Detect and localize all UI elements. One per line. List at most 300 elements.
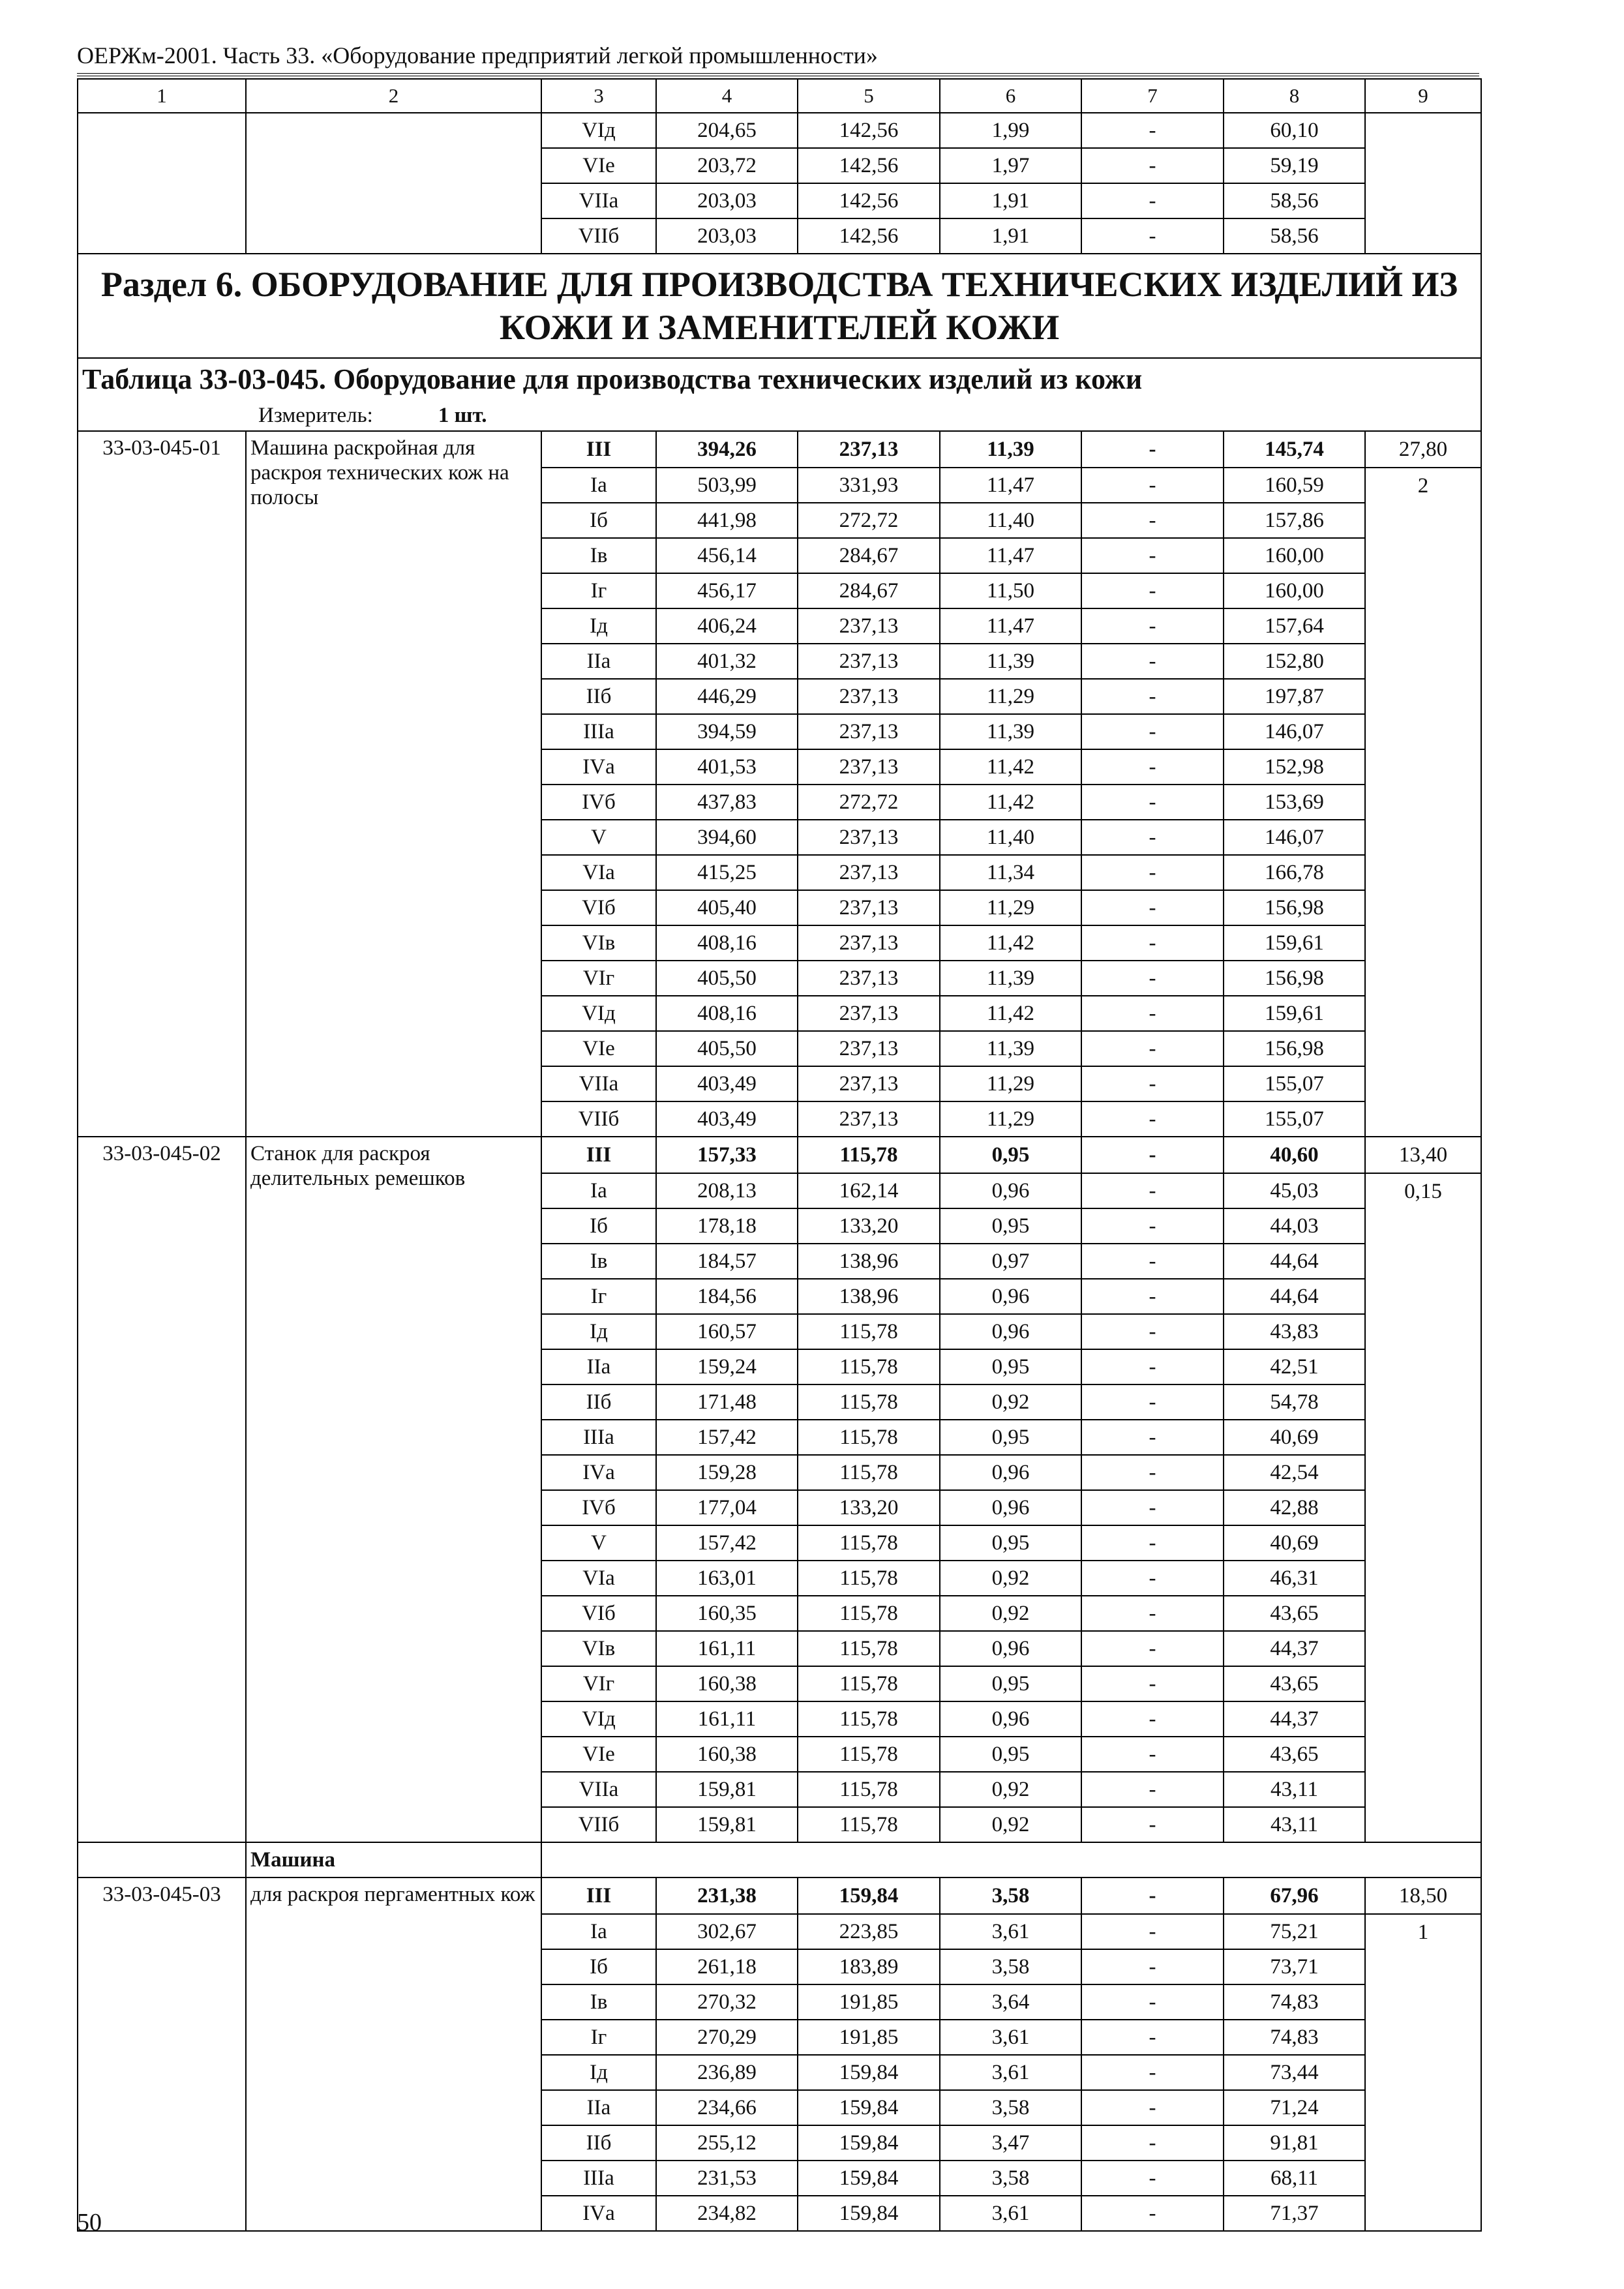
value-cell: 67,96 xyxy=(1224,1878,1365,1914)
zone-cell: Iд xyxy=(541,608,656,644)
item-name: Машина раскройная для раскроя технических кож на полосы xyxy=(246,431,541,1137)
value-cell: 159,84 xyxy=(798,1878,940,1914)
value-cell: - xyxy=(1081,1244,1224,1279)
value-cell: 0,96 xyxy=(940,1173,1081,1208)
value-cell: 40,69 xyxy=(1224,1420,1365,1455)
value-cell: 415,25 xyxy=(656,855,798,890)
table-row xyxy=(78,1878,1481,1914)
zone-cell: Iг xyxy=(541,573,656,608)
value-cell: - xyxy=(1081,1208,1224,1244)
zone-cell: VIIа xyxy=(541,1066,656,1101)
value-cell: - xyxy=(1081,925,1224,961)
value-cell: 43,65 xyxy=(1224,1737,1365,1772)
value-cell: 73,71 xyxy=(1224,1949,1365,1984)
value-cell: 138,96 xyxy=(798,1244,940,1279)
value-cell: 11,34 xyxy=(940,855,1081,890)
value-cell: 157,86 xyxy=(1224,503,1365,538)
blank-cell xyxy=(541,1842,1481,1878)
value-cell: 157,42 xyxy=(656,1525,798,1561)
value-cell: - xyxy=(1081,1596,1224,1631)
value-cell: 44,37 xyxy=(1224,1701,1365,1737)
value-cell: 237,13 xyxy=(798,961,940,996)
value-cell: 0,92 xyxy=(940,1772,1081,1807)
value-cell: 159,84 xyxy=(798,2055,940,2090)
value-cell: 405,50 xyxy=(656,1031,798,1066)
value-cell: 155,07 xyxy=(1224,1101,1365,1137)
value-cell: 159,61 xyxy=(1224,996,1365,1031)
value-cell: - xyxy=(1081,1561,1224,1596)
value-cell: 71,37 xyxy=(1224,2196,1365,2231)
value-cell: - xyxy=(1081,1914,1224,1949)
value-cell: 74,83 xyxy=(1224,1984,1365,2020)
zone-cell: IIа xyxy=(541,2090,656,2125)
value-cell: 160,38 xyxy=(656,1666,798,1701)
value-cell: 3,58 xyxy=(940,2090,1081,2125)
value-cell: 11,39 xyxy=(940,961,1081,996)
value-cell: 177,04 xyxy=(656,1490,798,1525)
value-cell: 0,95 xyxy=(940,1137,1081,1173)
value-cell: 237,13 xyxy=(798,1031,940,1066)
zone-cell: VIIа xyxy=(541,183,656,218)
value-cell: 157,64 xyxy=(1224,608,1365,644)
zone-cell: Iг xyxy=(541,2020,656,2055)
zone-cell: VIIб xyxy=(541,1101,656,1137)
value-cell: - xyxy=(1081,820,1224,855)
value-cell: 11,50 xyxy=(940,573,1081,608)
value-cell: 408,16 xyxy=(656,925,798,961)
value-cell: 203,03 xyxy=(656,218,798,254)
value-cell: 183,89 xyxy=(798,1949,940,1984)
value-cell: 11,29 xyxy=(940,679,1081,714)
table-row xyxy=(78,1137,1481,1173)
value-cell: 146,07 xyxy=(1224,820,1365,855)
zone-cell: V xyxy=(541,1525,656,1561)
zone-cell: VIа xyxy=(541,1561,656,1596)
value-cell: 142,56 xyxy=(798,113,940,148)
zone-cell: VIб xyxy=(541,1596,656,1631)
value-cell: 157,42 xyxy=(656,1420,798,1455)
value-cell: - xyxy=(1081,1807,1224,1842)
value-cell: 44,64 xyxy=(1224,1244,1365,1279)
value-cell: - xyxy=(1081,2125,1224,2161)
value-cell: 152,98 xyxy=(1224,749,1365,785)
value-cell: 0,96 xyxy=(940,1314,1081,1349)
value-cell: 184,57 xyxy=(656,1244,798,1279)
zone-cell: IIа xyxy=(541,1349,656,1384)
value-cell: 159,84 xyxy=(798,2161,940,2196)
value-cell: 0,92 xyxy=(940,1596,1081,1631)
value-cell: - xyxy=(1081,468,1224,503)
value-cell: 115,78 xyxy=(798,1561,940,1596)
value-cell: - xyxy=(1081,1314,1224,1349)
value-cell: - xyxy=(1081,855,1224,890)
zone-cell: Iа xyxy=(541,1173,656,1208)
column-numbers-row xyxy=(78,79,1481,113)
value-cell: 74,83 xyxy=(1224,2020,1365,2055)
value-cell: 44,37 xyxy=(1224,1631,1365,1666)
value-cell: - xyxy=(1081,2020,1224,2055)
value-cell: 0,95 xyxy=(940,1208,1081,1244)
value-cell: 237,13 xyxy=(798,644,940,679)
zone-cell: IIб xyxy=(541,2125,656,2161)
value-cell: 406,24 xyxy=(656,608,798,644)
value-cell: 115,78 xyxy=(798,1525,940,1561)
value-cell: 0,92 xyxy=(940,1384,1081,1420)
extra-value: 2 xyxy=(1365,468,1481,1137)
value-cell: 234,66 xyxy=(656,2090,798,2125)
value-cell: 159,84 xyxy=(798,2090,940,2125)
value-cell: 208,13 xyxy=(656,1173,798,1208)
zone-cell: VIв xyxy=(541,925,656,961)
value-cell: 11,40 xyxy=(940,820,1081,855)
value-cell: 11,39 xyxy=(940,1031,1081,1066)
value-cell: 42,54 xyxy=(1224,1455,1365,1490)
zone-cell: VIг xyxy=(541,1666,656,1701)
header-rule xyxy=(77,73,1479,76)
value-cell: 44,64 xyxy=(1224,1279,1365,1314)
value-cell: 156,98 xyxy=(1224,961,1365,996)
zone-cell: Iб xyxy=(541,1949,656,1984)
value-cell: 1,91 xyxy=(940,218,1081,254)
page-number: 50 xyxy=(77,2209,102,2236)
item-code: 33-03-045-01 xyxy=(78,431,246,1137)
value-cell: 115,78 xyxy=(798,1701,940,1737)
zone-cell: VIд xyxy=(541,113,656,148)
value-cell: - xyxy=(1081,503,1224,538)
measure-cell xyxy=(78,400,1481,431)
value-cell: 142,56 xyxy=(798,148,940,183)
zone-cell: Iб xyxy=(541,503,656,538)
value-cell: 0,95 xyxy=(940,1349,1081,1384)
value-cell: 40,69 xyxy=(1224,1525,1365,1561)
value-cell: - xyxy=(1081,1137,1224,1173)
column-number: 2 xyxy=(246,79,541,113)
blank-extra-cell xyxy=(1365,113,1481,254)
zone-cell: VIе xyxy=(541,1031,656,1066)
value-cell: 160,57 xyxy=(656,1314,798,1349)
value-cell: 162,14 xyxy=(798,1173,940,1208)
value-cell: - xyxy=(1081,1949,1224,1984)
value-cell: 115,78 xyxy=(798,1349,940,1384)
value-cell: - xyxy=(1081,1666,1224,1701)
value-cell: 302,67 xyxy=(656,1914,798,1949)
value-cell: 161,11 xyxy=(656,1701,798,1737)
value-cell: - xyxy=(1081,2196,1224,2231)
value-cell: 441,98 xyxy=(656,503,798,538)
zone-cell: Iв xyxy=(541,1244,656,1279)
value-cell: 178,18 xyxy=(656,1208,798,1244)
value-cell: 115,78 xyxy=(798,1666,940,1701)
measure-row xyxy=(78,400,1481,431)
value-cell: - xyxy=(1081,2055,1224,2090)
zone-cell: III xyxy=(541,431,656,468)
value-cell: 0,96 xyxy=(940,1279,1081,1314)
zone-cell: Iа xyxy=(541,468,656,503)
value-cell: 331,93 xyxy=(798,468,940,503)
value-cell: 115,78 xyxy=(798,1384,940,1420)
table-row xyxy=(78,431,1481,468)
value-cell: 156,98 xyxy=(1224,890,1365,925)
zone-cell: V xyxy=(541,820,656,855)
value-cell: 456,17 xyxy=(656,573,798,608)
value-cell: 3,64 xyxy=(940,1984,1081,2020)
value-cell: 0,92 xyxy=(940,1807,1081,1842)
value-cell: 237,13 xyxy=(798,749,940,785)
table-row xyxy=(78,113,1481,148)
value-cell: 3,61 xyxy=(940,1914,1081,1949)
value-cell: 203,03 xyxy=(656,183,798,218)
measure-value: 1 шт. xyxy=(438,404,487,427)
extra-value: 0,15 xyxy=(1365,1173,1481,1842)
zone-cell: VIIб xyxy=(541,1807,656,1842)
zone-cell: VIд xyxy=(541,1701,656,1737)
value-cell: 115,78 xyxy=(798,1420,940,1455)
value-cell: 3,61 xyxy=(940,2020,1081,2055)
value-cell: 159,84 xyxy=(798,2125,940,2161)
value-cell: 3,61 xyxy=(940,2196,1081,2231)
value-cell: 75,21 xyxy=(1224,1914,1365,1949)
column-number: 6 xyxy=(940,79,1081,113)
value-cell: 11,42 xyxy=(940,925,1081,961)
value-cell: 54,78 xyxy=(1224,1384,1365,1420)
value-cell: 3,58 xyxy=(940,2161,1081,2196)
value-cell: 237,13 xyxy=(798,820,940,855)
value-cell: 73,44 xyxy=(1224,2055,1365,2090)
value-cell: 142,56 xyxy=(798,218,940,254)
value-cell: 0,95 xyxy=(940,1737,1081,1772)
value-cell: 503,99 xyxy=(656,468,798,503)
zone-cell: VIб xyxy=(541,890,656,925)
value-cell: - xyxy=(1081,1101,1224,1137)
value-cell: 115,78 xyxy=(798,1772,940,1807)
value-cell: 145,74 xyxy=(1224,431,1365,468)
value-cell: - xyxy=(1081,1455,1224,1490)
value-cell: 159,24 xyxy=(656,1349,798,1384)
value-cell: 0,96 xyxy=(940,1490,1081,1525)
value-cell: - xyxy=(1081,961,1224,996)
value-cell: 160,38 xyxy=(656,1737,798,1772)
value-cell: 163,01 xyxy=(656,1561,798,1596)
value-cell: 11,40 xyxy=(940,503,1081,538)
value-cell: 60,10 xyxy=(1224,113,1365,148)
value-cell: 115,78 xyxy=(798,1596,940,1631)
value-cell: 255,12 xyxy=(656,2125,798,2161)
value-cell: 159,28 xyxy=(656,1455,798,1490)
column-number: 8 xyxy=(1224,79,1365,113)
zone-cell: VIг xyxy=(541,961,656,996)
value-cell: 58,56 xyxy=(1224,183,1365,218)
value-cell: 42,88 xyxy=(1224,1490,1365,1525)
column-number: 9 xyxy=(1365,79,1481,113)
value-cell: 203,72 xyxy=(656,148,798,183)
zone-cell: III xyxy=(541,1137,656,1173)
zone-cell: IVб xyxy=(541,1490,656,1525)
value-cell: 403,49 xyxy=(656,1101,798,1137)
value-cell: 157,33 xyxy=(656,1137,798,1173)
value-cell: - xyxy=(1081,1984,1224,2020)
value-cell: 3,61 xyxy=(940,2055,1081,2090)
value-cell: - xyxy=(1081,1066,1224,1101)
zone-cell: IIIа xyxy=(541,714,656,749)
value-cell: 115,78 xyxy=(798,1807,940,1842)
value-cell: 223,85 xyxy=(798,1914,940,1949)
value-cell: - xyxy=(1081,148,1224,183)
value-cell: 11,29 xyxy=(940,1066,1081,1101)
zone-cell: Iв xyxy=(541,538,656,573)
table-title-row xyxy=(78,358,1481,400)
value-cell: 405,40 xyxy=(656,890,798,925)
value-cell: 3,58 xyxy=(940,1878,1081,1914)
value-cell: 0,96 xyxy=(940,1701,1081,1737)
zone-cell: Iг xyxy=(541,1279,656,1314)
value-cell: - xyxy=(1081,1631,1224,1666)
value-cell: 152,80 xyxy=(1224,644,1365,679)
value-cell: - xyxy=(1081,2090,1224,2125)
column-number: 3 xyxy=(541,79,656,113)
value-cell: 160,59 xyxy=(1224,468,1365,503)
zone-cell: IVа xyxy=(541,1455,656,1490)
value-cell: - xyxy=(1081,1384,1224,1420)
value-cell: 401,53 xyxy=(656,749,798,785)
value-cell: - xyxy=(1081,1525,1224,1561)
value-cell: 59,19 xyxy=(1224,148,1365,183)
value-cell: 159,81 xyxy=(656,1807,798,1842)
value-cell: 237,13 xyxy=(798,1066,940,1101)
value-cell: 159,61 xyxy=(1224,925,1365,961)
value-cell: 45,03 xyxy=(1224,1173,1365,1208)
column-number: 4 xyxy=(656,79,798,113)
value-cell: 43,83 xyxy=(1224,1314,1365,1349)
value-cell: 437,83 xyxy=(656,785,798,820)
zone-cell: VIIб xyxy=(541,218,656,254)
value-cell: 231,38 xyxy=(656,1878,798,1914)
value-cell: 237,13 xyxy=(798,925,940,961)
value-cell: 11,47 xyxy=(940,538,1081,573)
value-cell: 237,13 xyxy=(798,431,940,468)
value-cell: 91,81 xyxy=(1224,2125,1365,2161)
value-cell: 115,78 xyxy=(798,1631,940,1666)
extra-value: 27,80 xyxy=(1365,431,1481,468)
document-header: ОЕРЖм-2001. Часть 33. «Оборудование предприятий легкой промышленности» xyxy=(77,42,878,68)
column-number: 5 xyxy=(798,79,940,113)
value-cell: 160,35 xyxy=(656,1596,798,1631)
value-cell: 405,50 xyxy=(656,961,798,996)
value-cell: 160,00 xyxy=(1224,538,1365,573)
value-cell: - xyxy=(1081,644,1224,679)
value-cell: 272,72 xyxy=(798,785,940,820)
zone-cell: IIб xyxy=(541,679,656,714)
value-cell: 43,65 xyxy=(1224,1596,1365,1631)
zone-cell: IVа xyxy=(541,2196,656,2231)
section-row xyxy=(78,254,1481,358)
value-cell: - xyxy=(1081,1420,1224,1455)
item-code: 33-03-045-03 xyxy=(78,1878,246,2231)
value-cell: 3,58 xyxy=(940,1949,1081,1984)
extra-value: 13,40 xyxy=(1365,1137,1481,1173)
value-cell: 71,24 xyxy=(1224,2090,1365,2125)
value-cell: 11,47 xyxy=(940,468,1081,503)
value-cell: 1,97 xyxy=(940,148,1081,183)
zone-cell: VIIа xyxy=(541,1772,656,1807)
section-title: Раздел 6. ОБОРУДОВАНИЕ ДЛЯ ПРОИЗВОДСТВА ТЕХНИЧЕСКИХ ИЗДЕЛИЙ ИЗ КОЖИ И ЗАМЕНИТЕЛЕЙ КОЖИ xyxy=(78,254,1481,358)
value-cell: 401,32 xyxy=(656,644,798,679)
value-cell: 58,56 xyxy=(1224,218,1365,254)
value-cell: - xyxy=(1081,431,1224,468)
value-cell: 156,98 xyxy=(1224,1031,1365,1066)
value-cell: 270,29 xyxy=(656,2020,798,2055)
value-cell: 43,11 xyxy=(1224,1807,1365,1842)
zone-cell: IIа xyxy=(541,644,656,679)
value-cell: - xyxy=(1081,890,1224,925)
item-name: для раскроя пергаментных кож xyxy=(246,1878,541,2231)
extra-value: 18,50 xyxy=(1365,1878,1481,1914)
zone-cell: Iд xyxy=(541,2055,656,2090)
value-cell: 43,11 xyxy=(1224,1772,1365,1807)
column-number: 7 xyxy=(1081,79,1224,113)
zone-cell: VIд xyxy=(541,996,656,1031)
value-cell: 166,78 xyxy=(1224,855,1365,890)
value-cell: 160,00 xyxy=(1224,573,1365,608)
value-cell: 403,49 xyxy=(656,1066,798,1101)
value-cell: 1,99 xyxy=(940,113,1081,148)
value-cell: 272,72 xyxy=(798,503,940,538)
value-cell: - xyxy=(1081,1173,1224,1208)
column-number: 1 xyxy=(78,79,246,113)
value-cell: 11,42 xyxy=(940,785,1081,820)
value-cell: 11,39 xyxy=(940,714,1081,749)
value-cell: 234,82 xyxy=(656,2196,798,2231)
value-cell: 237,13 xyxy=(798,1101,940,1137)
value-cell: 0,97 xyxy=(940,1244,1081,1279)
value-cell: 161,11 xyxy=(656,1631,798,1666)
value-cell: - xyxy=(1081,1349,1224,1384)
value-cell: 171,48 xyxy=(656,1384,798,1420)
value-cell: 237,13 xyxy=(798,714,940,749)
value-cell: 184,56 xyxy=(656,1279,798,1314)
value-cell: 0,92 xyxy=(940,1561,1081,1596)
value-cell: 236,89 xyxy=(656,2055,798,2090)
value-cell: - xyxy=(1081,1279,1224,1314)
value-cell: 155,07 xyxy=(1224,1066,1365,1101)
value-cell: 43,65 xyxy=(1224,1666,1365,1701)
value-cell: 11,42 xyxy=(940,749,1081,785)
zone-cell: IIIа xyxy=(541,2161,656,2196)
value-cell: 284,67 xyxy=(798,573,940,608)
blank-code-cell xyxy=(78,113,246,254)
rates-table xyxy=(77,78,1482,2232)
value-cell: 261,18 xyxy=(656,1949,798,1984)
value-cell: - xyxy=(1081,714,1224,749)
value-cell: 153,69 xyxy=(1224,785,1365,820)
blank-name-cell xyxy=(246,113,541,254)
value-cell: 270,32 xyxy=(656,1984,798,2020)
value-cell: 68,11 xyxy=(1224,2161,1365,2196)
subheading-row xyxy=(78,1842,1481,1878)
value-cell: 159,84 xyxy=(798,2196,940,2231)
zone-cell: Iб xyxy=(541,1208,656,1244)
value-cell: - xyxy=(1081,113,1224,148)
zone-cell: IIб xyxy=(541,1384,656,1420)
value-cell: 146,07 xyxy=(1224,714,1365,749)
value-cell: - xyxy=(1081,1701,1224,1737)
value-cell: 204,65 xyxy=(656,113,798,148)
zone-cell: Iа xyxy=(541,1914,656,1949)
value-cell: - xyxy=(1081,1878,1224,1914)
zone-cell: IVа xyxy=(541,749,656,785)
value-cell: - xyxy=(1081,996,1224,1031)
value-cell: 0,95 xyxy=(940,1666,1081,1701)
value-cell: 394,59 xyxy=(656,714,798,749)
